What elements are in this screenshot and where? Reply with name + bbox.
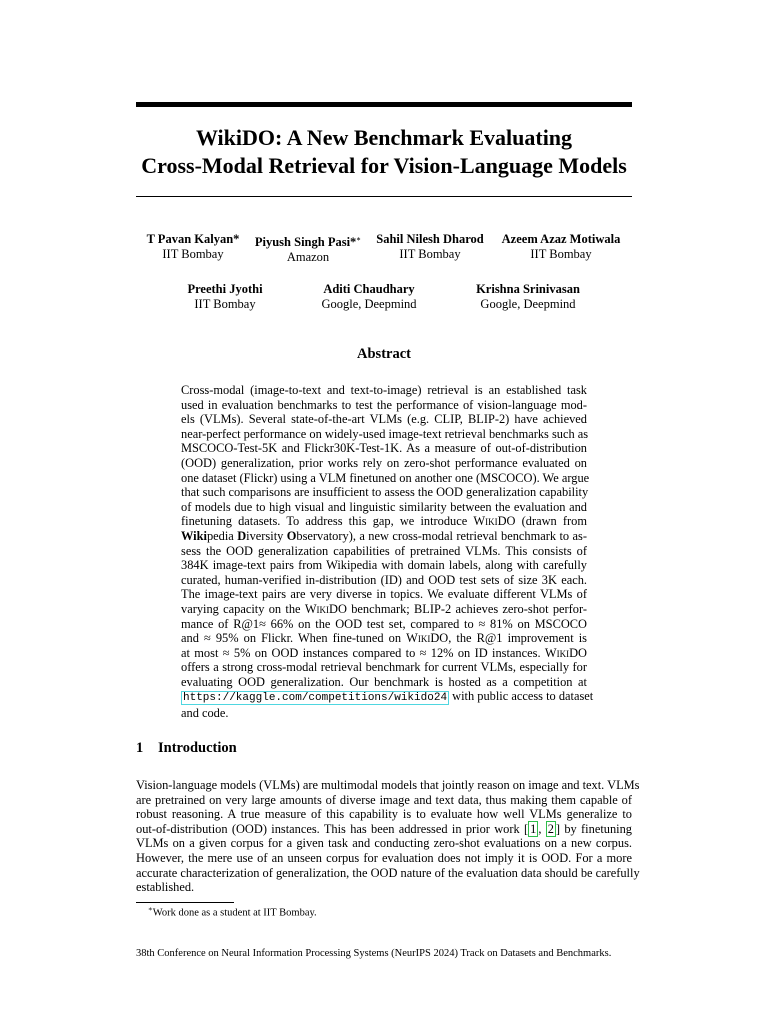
author-affiliation: Amazon <box>286 250 330 265</box>
abstract-line: finetuning datasets. To address this gap, we introduce WikiDO (drawn from <box>181 514 587 529</box>
author-affiliation: IIT Bombay <box>530 247 592 261</box>
title-line-2: Cross-Modal Retrieval for Vision-Language Models <box>141 153 627 178</box>
abstract-line: The image-text pairs are very diverse in topics. We evaluate different VLMs of <box>181 587 587 602</box>
introduction-body <box>136 778 640 895</box>
paper-title <box>136 124 632 180</box>
intro-line: Vision-language models (VLMs) are multimodal models that jointly reason on image and text. VLMs <box>136 778 640 792</box>
abstract-line: that such comparisons are insufficient to assess the OOD generalization capability <box>181 485 589 500</box>
intro-line: out-of-distribution (OOD) instances. This has been addressed in prior work [ 1 , 2 ] by finetuning <box>136 821 632 836</box>
citation-link[interactable]: 1 <box>530 821 537 836</box>
author-block <box>187 282 262 312</box>
abstract-line: offers a strong cross-modal retrieval benchmark for current VLMs, especially for <box>181 660 587 675</box>
author-name: Preethi Jyothi <box>187 282 263 296</box>
author-name: Aditi Chaudhary <box>323 282 415 296</box>
title-top-rule <box>136 102 632 107</box>
author-affiliation: IIT Bombay <box>194 297 256 311</box>
conference-footer: 38th Conference on Neural Information Processing Systems (NeurIPS 2024) Track on Datasets and Benchmarks. <box>136 948 612 959</box>
abstract-line: and code. <box>181 706 229 721</box>
author-name: Krishna Srinivasan <box>476 282 580 296</box>
intro-line: However, the mere use of an unseen corpus for evaluation does not imply it is OOD. For a more <box>136 850 632 865</box>
abstract-line: used in evaluation benchmarks to test the performance of vision-language mod- <box>181 397 587 412</box>
abstract-heading: Abstract <box>357 346 411 362</box>
abstract-line: sess the OOD generalization capabilities of pretrained VLMs. This consists of <box>181 543 587 558</box>
author-name: Piyush Singh Pasi*∗ <box>254 235 362 250</box>
abstract-line: at most ≈ 5% on OOD instances compared to ≈ 12% on ID instances. WikiDO <box>181 645 587 660</box>
intro-line: accurate characterization of generalization, the OOD nature of the evaluation data should be carefully <box>136 865 640 880</box>
author-block <box>147 232 240 262</box>
abstract-line: varying capacity on the WikiDO benchmark; BLIP-2 achieves zero-shot perfor- <box>181 601 587 616</box>
competition-link[interactable]: https://kaggle.com/competitions/wikido24 <box>183 692 448 705</box>
title-bottom-rule <box>136 196 632 197</box>
section-title: Introduction <box>158 740 237 756</box>
citation-link[interactable]: 2 <box>547 821 554 836</box>
author-block <box>476 282 580 312</box>
author-affiliation: IIT Bombay <box>162 247 224 261</box>
author-block <box>321 282 416 312</box>
abstract-body <box>181 383 594 721</box>
abstract-line: of models due to high visual and linguistic similarity between the evaluation and <box>181 499 587 514</box>
abstract-line: and ≈ 95% on Flickr. When fine-tuned on WikiDO, the R@1 improvement is <box>181 631 587 646</box>
abstract-line: 384K image-text pairs from Wikipedia with domain labels, along with carefully <box>181 558 587 573</box>
abstract-line: https://kaggle.com/competitions/wikido24 with public access to dataset <box>183 689 594 705</box>
author-name: Sahil Nilesh Dharod <box>376 232 484 246</box>
intro-line: are pretrained on very large amounts of diverse image and text data, thus making them capable of <box>136 792 632 807</box>
author-block <box>255 232 361 265</box>
author-affiliation: Google, Deepmind <box>480 297 576 311</box>
abstract-line: els (VLMs). Several state-of-the-art VLMs (e.g. CLIP, BLIP-2) have achieved <box>181 412 587 427</box>
author-block <box>376 232 483 262</box>
author-name: T Pavan Kalyan* <box>146 232 240 246</box>
abstract-line: evaluating OOD generalization. Our benchmark is hosted as a competition at <box>181 674 587 689</box>
author-block <box>502 232 621 262</box>
abstract-line: (OOD) generalization, prior works rely on zero-shot performance evaluated on <box>181 455 587 470</box>
abstract-line: one dataset (Flickr) using a VLM finetuned on another one (MSCOCO). We argue <box>181 470 590 485</box>
abstract-line: Cross-modal (image-to-text and text-to-image) retrieval is an established task <box>181 383 587 397</box>
author-affiliation: Google, Deepmind <box>321 297 417 311</box>
footnote: ∗Work done as a student at IIT Bombay. <box>148 905 317 919</box>
author-affiliation: IIT Bombay <box>399 247 461 261</box>
abstract-line: curated, human-verified in-distribution (ID) and OOD test sets of size 3K each. <box>181 572 587 587</box>
footnote-rule <box>136 902 234 903</box>
abstract-line: mance of R@1≈ 66% on the OOD test set, compared to ≈ 81% on MSCOCO <box>181 616 587 631</box>
author-name: Azeem Azaz Motiwala <box>501 232 621 246</box>
abstract-line: MSCOCO-Test-5K and Flickr30K-Test-1K. As a measure of out-of-distribution <box>181 441 587 456</box>
intro-line: robust reasoning. A true measure of this capability is to evaluate how well VLMs generalize to <box>136 807 632 822</box>
title-line-1: WikiDO: A New Benchmark Evaluating <box>195 125 573 150</box>
section-heading-introduction <box>136 740 237 757</box>
section-number: 1 <box>136 740 144 756</box>
abstract-line: Wikipedia Diversity Observatory), a new cross-modal retrieval benchmark to as- <box>181 528 588 543</box>
intro-line: VLMs on a given corpus for a given task and conducting zero-shot evaluations on a new corpus. <box>136 836 632 851</box>
abstract-line: near-perfect performance on widely-used image-text retrieval benchmarks such as <box>181 426 589 441</box>
intro-line: established. <box>136 880 195 895</box>
